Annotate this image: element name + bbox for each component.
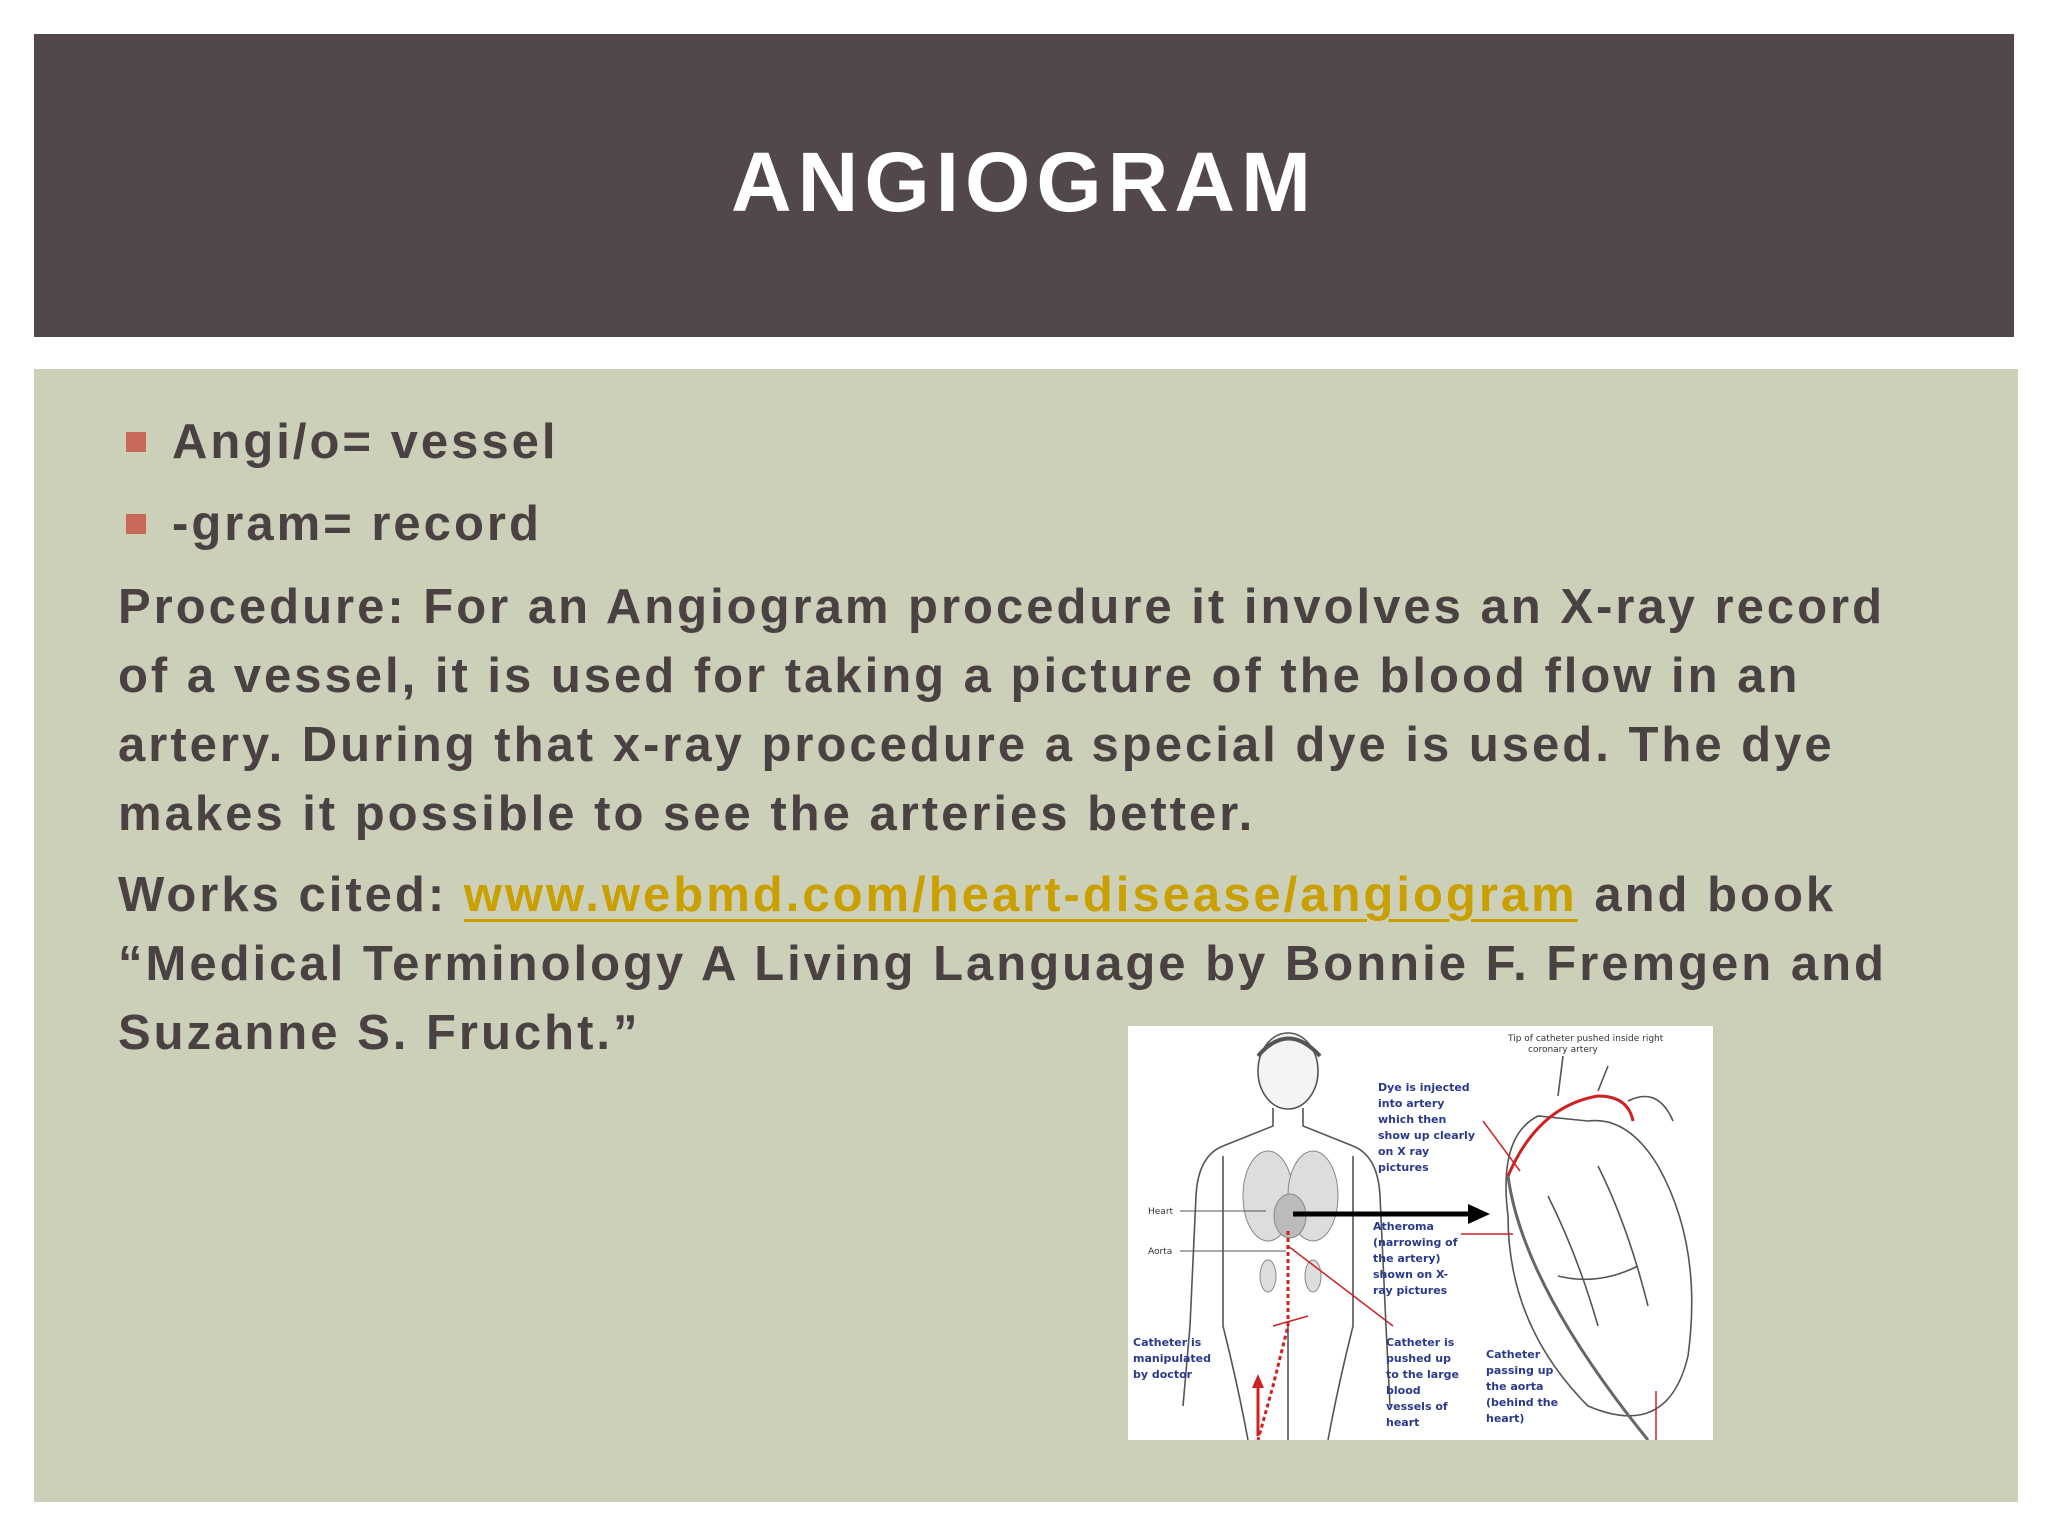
works-cited-link[interactable]: www.webmd.com/heart-disease/angiogram — [463, 868, 1578, 922]
bullet-square-icon — [126, 432, 146, 452]
heart-catheter — [1508, 1096, 1633, 1176]
label-dye-1: Dye is injected — [1378, 1081, 1470, 1094]
text-block — [118, 401, 1938, 1068]
label-manip-1: Catheter is — [1133, 1336, 1202, 1349]
label-atheroma-5: ray pictures — [1373, 1284, 1448, 1297]
content-panel — [34, 369, 2018, 1502]
title-bar — [34, 34, 2014, 337]
label-manip-2: manipulated — [1133, 1352, 1211, 1365]
label-aorta: Aorta — [1148, 1247, 1173, 1257]
label-passing-1: Catheter — [1486, 1348, 1541, 1361]
label-manip-3: by doctor — [1133, 1368, 1193, 1381]
bullet-text: Angi/o= vessel — [172, 415, 559, 469]
bullet-text: -gram= record — [172, 497, 542, 551]
label-passing-2: passing up — [1486, 1364, 1554, 1377]
label-pushed-3: to the large — [1386, 1368, 1459, 1381]
label-dye-6: pictures — [1378, 1161, 1429, 1174]
procedure-paragraph: Procedure: For an Angiogram procedure it involves an X-ray record of a vessel, it is used for taking a picture of the blood flow in an artery. During that x-ray procedure a special dye is used. The dye makes it possible to see the arteries better. — [118, 580, 1886, 841]
catheter-arrowhead — [1252, 1374, 1264, 1388]
label-atheroma-4: shown on X- — [1373, 1268, 1449, 1281]
label-pushed-6: heart — [1386, 1416, 1420, 1429]
organs — [1243, 1151, 1338, 1292]
heart-drawing — [1506, 1056, 1692, 1416]
label-dye-2: into artery — [1378, 1097, 1445, 1110]
works-cited-suffix: and book “Medical Terminology A Living Language by Bonnie F. Fremgen and Suzanne S. Frucht.” — [118, 868, 1887, 1060]
angiogram-diagram — [1128, 1026, 1713, 1440]
label-atheroma-3: the artery) — [1373, 1252, 1441, 1265]
bullet-item — [118, 401, 1938, 483]
label-pushed-4: blood — [1386, 1384, 1421, 1397]
slide-title: ANGIOGRAM — [731, 135, 1317, 229]
pointer-arrowhead — [1468, 1204, 1490, 1224]
label-dye-3: which then — [1378, 1113, 1447, 1126]
angiogram-illustration — [1128, 1026, 1713, 1440]
bullet-item — [118, 483, 1938, 565]
label-pushed-2: pushed up — [1386, 1352, 1451, 1365]
bullet-square-icon — [126, 514, 146, 534]
catheter-path — [1258, 1231, 1288, 1440]
label-atheroma-2: (narrowing of — [1373, 1236, 1458, 1249]
label-dye-5: on X ray — [1378, 1145, 1430, 1158]
label-pushed-1: Catheter is — [1386, 1336, 1455, 1349]
label-pushed-5: vessels of — [1386, 1400, 1448, 1413]
works-cited-prefix: Works cited: — [118, 868, 464, 922]
label-passing-4: (behind the — [1486, 1396, 1559, 1409]
label-heart: Heart — [1148, 1207, 1174, 1217]
label-tip-2: coronary artery — [1528, 1045, 1598, 1055]
label-tip-1: Tip of catheter pushed inside right — [1508, 1034, 1664, 1044]
label-passing-3: the aorta — [1486, 1380, 1544, 1393]
label-dye-4: show up clearly — [1378, 1129, 1476, 1142]
label-passing-5: heart) — [1486, 1412, 1525, 1425]
label-atheroma-1: Atheroma — [1373, 1220, 1434, 1233]
